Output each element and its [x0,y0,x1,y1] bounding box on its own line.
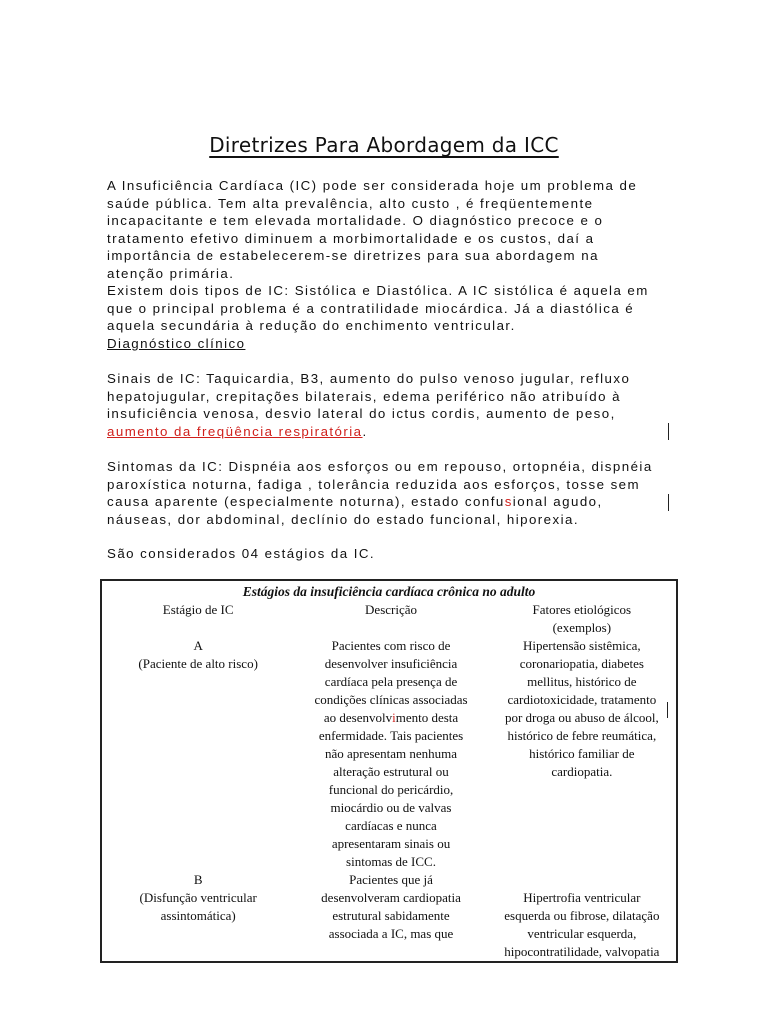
text-line: importância de estabelecerem-se diretrizes para sua abordagem na [107,248,599,263]
text-line: náuseas, dor abdominal, declínio do estado funcional, hiporexia. [107,511,580,527]
table-row [101,637,677,871]
text-line: São considerados 04 estágios da IC. [107,546,376,561]
table-caption: Estágios da insuficiência cardíaca crônica no adulto [242,584,536,599]
table-row [101,871,677,962]
text-line: que o principal problema é a contratilidade miocárdica. Já a diastólica é [107,300,635,316]
stage-letter: A [193,638,203,653]
highlighted-text: aumento da freqüência respiratória [107,423,363,439]
cell-line: cardiopatia. [551,764,613,779]
text-fragment: causa aparente (especialmente noturna), estado confu [107,494,505,509]
table-header-row [101,601,677,637]
change-bar [668,423,669,440]
stages-table [100,579,678,963]
text-line: Existem dois tipos de IC: Sistólica e Diastólica. A IC sistólica é aquela em [107,283,649,298]
cell-line: desenvolver insuficiência [324,656,458,671]
cell-line: mellitus, histórico de [527,674,637,689]
stage-cell [101,637,294,871]
stage-cell [101,871,294,962]
text-line: incapacitante e tem elevada mortalidade. O diagnóstico precoce e o [107,213,604,228]
text-fragment: . [362,423,368,439]
cell-line: por droga ou abuso de álcool, [504,710,659,725]
text-line: paroxística noturna, fadiga , tolerância reduzida aos esforços, tosse sem [107,476,641,492]
text-line: atenção primária. [107,265,235,281]
cell-line: Pacientes que já [349,872,433,887]
cell-line: enfermidade. Tais pacientes [318,728,464,743]
text-line: saúde pública. Tem alta prevalência, alto custo , é freqüentemente [107,195,594,211]
stage-sub: assintomática) [160,908,236,923]
cell-line: Hipertrofia ventricular [523,890,641,905]
text-line: insuficiência venosa, desvio lateral do ictus cordis, aumento de peso, [107,406,616,421]
cell-line: esquerda ou fibrose, dilatação [504,908,660,923]
text-fragment: ao desenvolv [323,710,393,725]
cell-line: condições clínicas associadas [314,692,468,707]
document-title: Diretrizes Para Abordagem da ICC [209,133,559,157]
text-line: hepatojugular, crepitações bilaterais, edema periférico não atribuído à [107,388,621,404]
factors-cell [488,871,677,962]
symptoms-paragraph [107,458,667,528]
cell-line: coronariopatia, diabetes [519,656,644,671]
cell-line [298,709,483,727]
cell-line: associada a IC, mas que [328,926,454,941]
cell-line: cardíacas e nunca [345,818,437,833]
intro-paragraph [107,177,667,352]
text-line: A Insuficiência Cardíaca (IC) pode ser considerada hoje um problema de [107,178,638,193]
cell-line: cardiotoxicidade, tratamento [507,692,657,707]
stage-letter: B [193,872,203,887]
cell-line: histórico familiar de [529,746,635,761]
cell-line: histórico de febre reumática, [507,728,657,743]
cell-line: desenvolveram cardiopatia [321,890,461,905]
text-line: Sintomas da IC: Dispnéia aos esforços ou em repouso, ortopnéia, dispnéia [107,459,653,474]
change-bar [667,702,668,718]
header-subtext: (exemplos) [552,620,612,635]
cell-line: Hipertensão sistêmica, [523,638,641,653]
description-cell [294,637,487,871]
highlighted-text: i [392,710,396,725]
cell-line: não apresentam nenhuma [324,746,458,761]
text-fragment: mento desta [395,710,459,725]
factors-cell [488,637,677,871]
signs-paragraph [107,370,667,440]
stages-intro [107,545,667,563]
cell-line: Pacientes com risco de [331,638,451,653]
cell-line: miocárdio ou de valvas [330,800,452,815]
cell-line: funcional do pericárdio, [328,782,454,797]
description-cell [294,871,487,962]
table-header [488,601,677,637]
text-line: tratamento efetivo diminuem a morbimortalidade e os custos, daí a [107,230,595,246]
stage-sub: (Disfunção ventricular [139,890,257,905]
cell-line: apresentaram sinais ou [331,836,451,851]
section-heading: Diagnóstico clínico [107,335,246,351]
table-header: Descrição [365,602,417,617]
highlighted-text: s [504,494,513,509]
text-line: aquela secundária à redução do enchimento ventricular. [107,318,516,333]
cell-line: cardíaca pela presença de [324,674,458,689]
cell-line: estrutural sabidamente [332,908,450,923]
cell-line: hipocontratilidade, valvopatia [504,944,660,959]
cell-line: sintomas de ICC. [346,854,436,869]
cell-line: alteração estrutural ou [333,764,449,779]
stage-sub: (Paciente de alto risco) [138,656,258,671]
cell-line: ventricular esquerda, [527,926,637,941]
text-line: Sinais de IC: Taquicardia, B3, aumento do pulso venoso jugular, refluxo [107,371,631,386]
text-fragment: ional agudo, [512,494,603,509]
table-header: Estágio de IC [162,602,234,617]
change-bar [668,494,669,511]
header-text: Fatores etiológicos [532,602,632,617]
